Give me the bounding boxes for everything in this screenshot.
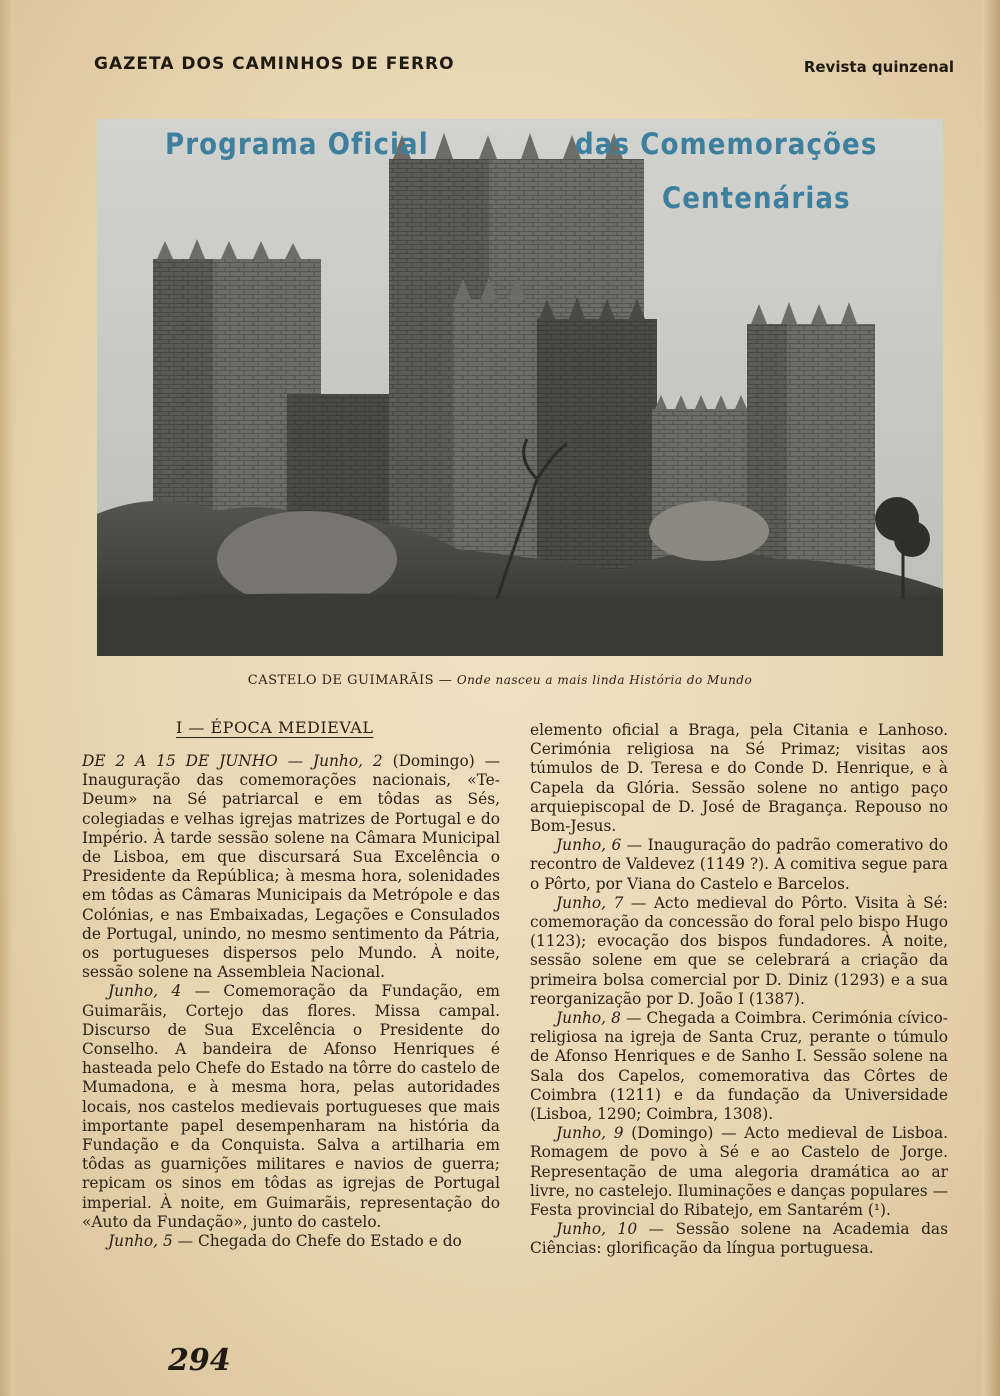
- date-lead: Junho, 9: [556, 1124, 624, 1143]
- date-lead: Junho, 7 —: [556, 893, 647, 912]
- photo-caption: [0, 673, 1000, 688]
- castle-photo: [97, 119, 943, 656]
- publication-subtitle: Revista quinzenal: [803, 58, 954, 76]
- date-lead: Junho, 4 —: [108, 982, 211, 1001]
- paragraph-text: Chegada do Chefe do Estado e do: [193, 1232, 462, 1251]
- paragraph: [530, 1009, 948, 1124]
- photo-title-part3: Centenárias: [662, 181, 851, 215]
- paragraph-text: Acto medieval do Pôrto. Visita à Sé: comemoração da concessão do foral pelo bispo Hugo (1123); evocação dos bispos fundadores. À noite, sessão solene em que se celebrará a criação da primeira bolsa comercial por D. Diniz (1293) e a sua reorganização por D. João I (1387).: [530, 893, 948, 1008]
- paragraph: [530, 1124, 948, 1220]
- paragraph: [530, 1220, 948, 1258]
- text-column-left: [82, 752, 500, 1251]
- paragraph-text: Comemoração da Fundação, em Guimarãis, Cortejo das flores. Missa campal. Discurso de Sua Excelência o Presidente do Conselho. A bandeira de Afonso Henriques é hasteada pelo Chefe do Estado na tôrre do castelo de Mumadona, e à mesma hora, pelas autoridades locais, nos castelos medievais portugueses que mais importante papel desempenharam na história da Fundação e da Conquista. Salva a artilharia em tôdas as guarnições militares e navios de guerra; repicam os sinos em tôdas as igrejas de Portugal imperial. À noite, em Guimarãis, representação do «Auto da Fundação», junto do castelo.: [82, 982, 500, 1231]
- date-lead: Junho, 6 —: [556, 836, 643, 855]
- page-number: 294: [168, 1343, 231, 1378]
- page-edge-right: [982, 0, 1000, 1396]
- page-edge-left: [0, 0, 14, 1396]
- paragraph: [530, 836, 948, 894]
- paragraph: elemento oficial a Braga, pela Citania e Lanhoso. Cerimónia religiosa na Sé Primaz; visitas aos túmulos de D. Teresa e do Conde D. Henrique, e à Capela da Glória. Sessão solene no antigo paço arquiepiscopal de D. José de Bragança. Repouso no Bom-Jesus.: [530, 721, 948, 836]
- paragraph: [82, 752, 500, 982]
- photo-title-part2: das Comemorações: [575, 127, 878, 161]
- paragraph: [82, 1232, 500, 1251]
- publication-title: GAZETA DOS CAMINHOS DE FERRO: [94, 54, 455, 74]
- paragraph-text: Chegada a Coimbra. Cerimónia cívico-religiosa na igreja de Santa Cruz, perante o túmulo de Afonso Henriques e de Sanho I. Sessão solene na Sala dos Capelos, comemorativa das Côrtes de Coimbra (1211) e da fundação da Universidade (Lisboa, 1290; Coimbra, 1308).: [530, 1009, 948, 1124]
- paragraph-text: Sessão solene na Academia das Ciências: glorificação da língua portuguesa.: [530, 1220, 948, 1258]
- date-lead: Junho, 8 —: [556, 1009, 642, 1028]
- paragraph-text: (Domingo) — Acto medieval de Lisboa. Romagem de povo à Sé e ao Castelo de Jorge. Representação de uma alegoria dramática ao ar livre, no castelejo. Iluminações e danças populares — Festa provincial do Ribatejo, em Santarém (¹).: [530, 1124, 949, 1220]
- date-lead: Junho, 5 —: [108, 1232, 194, 1251]
- date-lead: DE 2 A 15 DE JUNHO — Junho, 2: [82, 752, 383, 770]
- caption-text: Onde nasceu a mais linda História do Mundo: [456, 673, 753, 687]
- paragraph: [82, 982, 500, 1232]
- paragraph: [530, 894, 948, 1009]
- text-column-right: [530, 721, 948, 1259]
- paragraph-text: (Domingo) — Inauguração das comemorações nacionais, «Te-Deum» na Sé patriarcal e em tôdas as Sés, colegiadas e velhas igrejas matrizes de Portugal e do Império. À tarde sessão solene na Câmara Municipal de Lisboa, em que discursará Sua Excelência o Presidente da República; à mesma hora, solenidades em tôdas as Câmaras Municipais da Metrópole e das Colónias, e nas Embaixadas, Legações e Consulados de Portugal, unindo, no mesmo sentimento da Pátria, os portugueses dispersos pelo Mundo. À noite, sessão solene na Assembleia Nacional.: [82, 752, 501, 982]
- date-lead: Junho, 10 —: [556, 1220, 664, 1239]
- paragraph-text: Inauguração do padrão comerativo do recontro de Valdevez (1149 ?). A comitiva segue para o Pôrto, por Viana do Castelo e Barcelos.: [530, 836, 948, 893]
- caption-place: CASTELO DE GUIMARÃIS —: [247, 673, 453, 688]
- photo-title-part1: Programa Oficial: [165, 127, 429, 161]
- section-heading: I — ÉPOCA MEDIEVAL: [176, 718, 374, 737]
